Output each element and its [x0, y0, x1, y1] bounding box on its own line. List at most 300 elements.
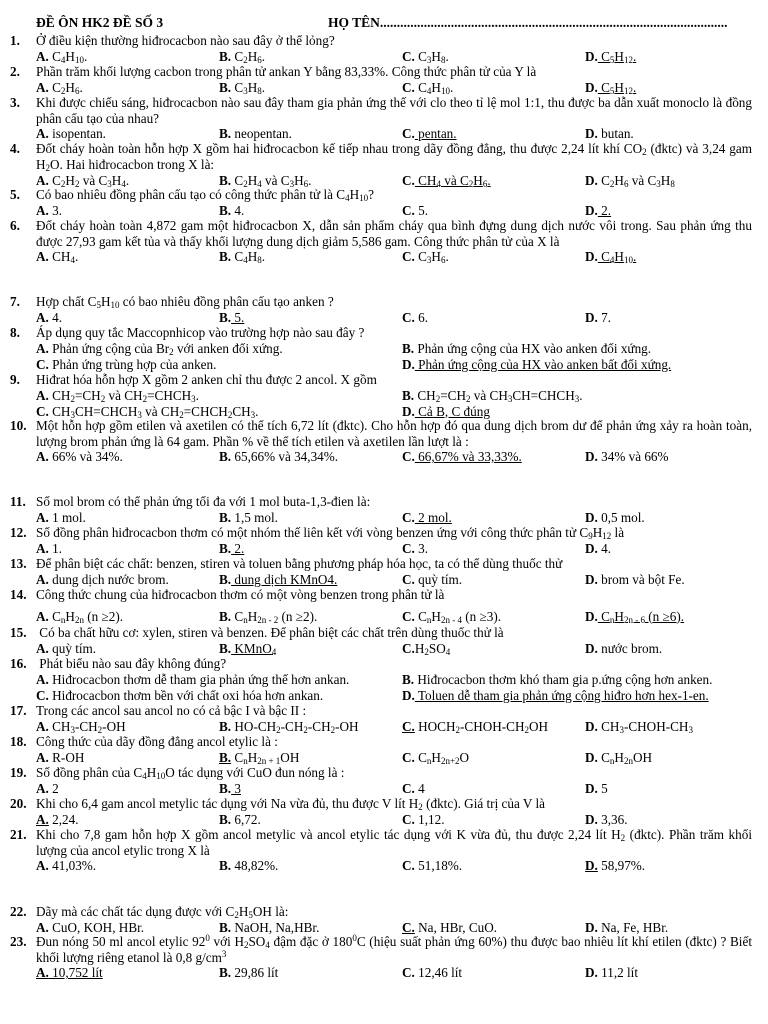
- question-number: 23.: [10, 934, 27, 949]
- option-text: 4: [414, 781, 425, 796]
- answer-row: [36, 965, 752, 981]
- option-text: nước brom.: [597, 641, 663, 656]
- option-letter: B.: [219, 310, 232, 325]
- answer-row: [36, 357, 752, 373]
- option-text: R-OH: [48, 750, 85, 765]
- answer-option-c[interactable]: [402, 609, 501, 625]
- question-stem: Khi được chiếu sáng, hiđrocacbon nào sau đây tham gia phản ứng thế với clo theo tỉ lệ mol 1:1, thu được ba dẫn xuất monoclo là đồng phân cấu tạo của nhau?: [36, 95, 752, 126]
- option-text: $HOCH_2-CHOH-CH_2OH$: [414, 719, 549, 735]
- option-text: $CH_2=CH_2$ và $CH_2=CHCH_3$.: [48, 388, 199, 404]
- option-text: $C_2H_6$.: [231, 49, 266, 65]
- answer-option-d[interactable]: [585, 572, 685, 588]
- answer-option-a[interactable]: [36, 781, 59, 797]
- option-letter: D.: [402, 403, 415, 419]
- option-text: $C_nH_{2n+2}O$: [414, 750, 470, 766]
- answer-row: [36, 510, 752, 526]
- question-stem: Khi cho 6,4 gam ancol metylic tác dụng với Na vừa đủ, thu được V lít $H_2$ (đktc). Giá trị của V là: [36, 796, 545, 812]
- answer-option-c[interactable]: [402, 812, 445, 828]
- answer-option-a[interactable]: [36, 449, 123, 465]
- answer-option-b[interactable]: [219, 750, 299, 766]
- answer-option-a[interactable]: [36, 541, 62, 557]
- answer-option-a[interactable]: [36, 310, 62, 326]
- option-text: 5.: [231, 310, 245, 325]
- question-number: 21.: [10, 827, 27, 842]
- answer-row: [36, 812, 752, 828]
- answer-option-b[interactable]: [219, 126, 292, 142]
- option-letter: D.: [585, 572, 598, 587]
- question-number: 1.: [10, 33, 20, 48]
- option-text: isopentan.: [48, 126, 106, 141]
- option-text: CuO, KOH, HBr.: [48, 920, 145, 935]
- option-text: 11,2 lít: [597, 965, 639, 980]
- answer-option-d[interactable]: [585, 80, 636, 96]
- answer-option-c[interactable]: [402, 310, 428, 326]
- option-letter: A.: [36, 310, 49, 325]
- option-letter: D.: [585, 49, 598, 64]
- option-text: 5.: [414, 203, 429, 218]
- student-name-field: HỌ TÊN.......................................................................................................: [328, 15, 728, 30]
- option-letter: A.: [36, 781, 49, 796]
- answer-option-d[interactable]: [585, 965, 638, 981]
- option-letter: C.: [36, 687, 49, 703]
- option-letter: C.: [402, 541, 415, 556]
- option-letter: D.: [585, 812, 598, 827]
- option-letter: B.: [219, 858, 232, 873]
- question-number: 13.: [10, 556, 27, 571]
- answer-row: [36, 310, 752, 326]
- option-text: 2 mol.: [414, 510, 452, 525]
- answer-option-a[interactable]: [36, 341, 283, 357]
- option-text: $C_2H_6$.: [48, 80, 83, 96]
- answer-option-c[interactable]: [402, 510, 452, 526]
- option-letter: A.: [36, 641, 49, 656]
- question-stem: Số đồng phân hiđrocacbon thơm có một nhóm thế liên kết với vòng benzen ứng với công thức phân tử $C_9H_{12}$ là: [36, 525, 625, 541]
- option-letter: C.: [402, 126, 415, 141]
- answer-option-d[interactable]: [585, 249, 636, 265]
- option-text: $C_5H_{12}$.: [597, 80, 637, 96]
- answer-option-a[interactable]: [36, 858, 96, 874]
- question-number: 4.: [10, 141, 20, 156]
- answer-option-d[interactable]: [585, 609, 684, 625]
- answer-option-b[interactable]: [219, 249, 265, 265]
- option-text: $C_3H_8$.: [231, 80, 266, 96]
- question-number: 7.: [10, 294, 20, 309]
- option-text: 65,66% và 34,34%.: [231, 449, 339, 464]
- option-letter: B.: [219, 541, 232, 556]
- option-letter: B.: [219, 641, 232, 656]
- answer-row: [36, 341, 752, 357]
- answer-option-a[interactable]: [36, 126, 106, 142]
- option-letter: C.: [36, 403, 49, 419]
- answer-option-a[interactable]: [36, 249, 78, 265]
- question-number: 2.: [10, 64, 20, 79]
- option-text: $CH_3-CHOH-CH_3$: [597, 719, 693, 735]
- option-text: $C_4H_{10}$.: [48, 49, 88, 65]
- option-text: 4.: [48, 310, 63, 325]
- answer-option-b[interactable]: [219, 781, 241, 797]
- option-letter: C.: [36, 356, 49, 372]
- option-letter: C.: [402, 310, 415, 325]
- question-number: 11.: [10, 494, 26, 509]
- answer-option-d[interactable]: [585, 510, 645, 526]
- option-letter: B.: [219, 203, 232, 218]
- answer-option-b[interactable]: [402, 388, 583, 404]
- option-letter: B.: [219, 449, 232, 464]
- option-letter: C.: [402, 203, 415, 218]
- option-text: quỳ tím.: [48, 641, 97, 656]
- option-letter: B.: [219, 126, 232, 141]
- answer-option-d[interactable]: [585, 719, 693, 735]
- option-letter: A.: [36, 449, 49, 464]
- answer-option-c[interactable]: [402, 449, 522, 465]
- option-text: 34% và 66%: [597, 449, 669, 464]
- answer-row: [36, 688, 752, 704]
- option-text: 51,18%.: [414, 858, 463, 873]
- option-text: 58,97%.: [597, 858, 646, 873]
- option-text: $C_nH_{2n + 1}OH$: [231, 750, 300, 766]
- answer-option-d[interactable]: [402, 688, 709, 704]
- question-stem: Khi cho 7,8 gam hỗn hợp X gồm ancol metylic và ancol etylic tác dụng với K vừa đủ, thu được 2,24 lít $H_2$ (đktc). Phần trăm khối lượng của ancol etylic trong X là: [36, 827, 752, 858]
- answer-row: [36, 572, 752, 588]
- option-letter: C.: [402, 173, 415, 188]
- answer-row: [36, 609, 752, 625]
- question-stem: Công thức của dãy đồng đẳng ancol etylic là :: [36, 734, 278, 749]
- option-text: 3: [231, 781, 241, 796]
- option-letter: D.: [585, 920, 598, 935]
- answer-row: [36, 541, 752, 557]
- option-text: $HO-CH_2-CH_2-CH_2-OH$: [231, 719, 359, 735]
- option-letter: A.: [36, 388, 49, 403]
- option-text: $CH_2=CH_2$ và $CH_3CH=CHCH_3$.: [414, 388, 583, 404]
- answer-option-c[interactable]: [402, 541, 428, 557]
- option-letter: B.: [219, 965, 232, 980]
- option-text: Phản ứng cộng của HX vào anken bất đối xứng.: [414, 356, 672, 372]
- answer-option-d[interactable]: [585, 49, 636, 65]
- option-text: $C_4H_{10}$.: [597, 249, 637, 265]
- option-text: 2.: [231, 541, 245, 556]
- question-stem: Một hỗn hợp gồm etilen và axetilen có thể tích 6,72 lít (đktc). Cho hỗn hợp đó qua dung dịch brom dư để phản ứng xảy ra hoàn toàn, lượng brom phản ứng là 64 gam. Phần % về thể tích etilen và axetilen lần lượt là :: [36, 418, 752, 449]
- option-letter: C.: [402, 719, 415, 734]
- option-letter: C.: [402, 858, 415, 873]
- option-text: Hiđrocacbon thơm khó tham gia p.ứng cộng hơn anken.: [414, 672, 713, 687]
- option-text: $CH_4$ và $C_2H_6$.: [414, 173, 491, 189]
- answer-option-b[interactable]: [402, 672, 712, 688]
- option-letter: A.: [36, 965, 49, 980]
- option-letter: B.: [402, 341, 415, 356]
- answer-option-a[interactable]: [36, 719, 126, 735]
- answer-option-b[interactable]: [219, 609, 317, 625]
- option-letter: A.: [36, 173, 49, 188]
- question-stem: Để phân biệt các chất: benzen, stiren và toluen bằng phương pháp hóa học, ta có thể dùng thuốc thử: [36, 556, 563, 571]
- option-letter: B.: [219, 781, 232, 796]
- answer-row: [36, 49, 752, 65]
- option-text: 66,67% và 33,33%.: [414, 449, 522, 464]
- option-letter: B.: [219, 920, 232, 935]
- answer-option-b[interactable]: [219, 719, 359, 735]
- option-text: $C_nH_{2n - 2}$ (n ≥2).: [231, 608, 318, 625]
- option-letter: A.: [36, 510, 49, 525]
- option-text: 4.: [597, 541, 612, 556]
- answer-option-c[interactable]: [402, 781, 425, 797]
- option-text: 1.: [48, 541, 63, 556]
- option-letter: D.: [585, 641, 598, 656]
- answer-option-b[interactable]: [219, 965, 278, 981]
- option-text: 2: [48, 781, 59, 796]
- answer-row: [36, 388, 752, 404]
- answer-option-a[interactable]: [36, 572, 169, 588]
- answer-option-c[interactable]: [402, 49, 449, 65]
- option-letter: D.: [402, 356, 415, 372]
- answer-option-c[interactable]: [402, 641, 450, 657]
- answer-option-a[interactable]: [36, 672, 349, 688]
- answer-option-c[interactable]: [402, 249, 449, 265]
- option-letter: B.: [219, 80, 232, 95]
- answer-option-d[interactable]: [585, 812, 628, 828]
- option-letter: C.: [402, 449, 415, 464]
- option-letter: B.: [219, 608, 232, 624]
- answer-option-a[interactable]: [36, 965, 103, 981]
- option-letter: B.: [219, 812, 232, 827]
- option-letter: A.: [36, 812, 49, 827]
- question-stem: Đốt cháy hoàn toàn hỗn hợp X gồm hai hiđrocacbon kế tiếp nhau trong dãy đồng đẳng, thu được 2,24 lít khí $CO_2$ (đktc) và 3,24 gam $H_2O$. Hai hiđrocacbon trong X là:: [36, 141, 752, 173]
- option-text: 2,24.: [48, 812, 79, 827]
- option-text: quỳ tím.: [414, 572, 463, 587]
- option-letter: A.: [36, 750, 49, 765]
- answer-option-c[interactable]: [402, 858, 462, 874]
- answer-option-d[interactable]: [585, 449, 669, 465]
- option-letter: C.: [402, 965, 415, 980]
- option-letter: B.: [219, 510, 232, 525]
- option-text: $C_2H_6$ và $C_3H_8$: [597, 173, 675, 189]
- answer-option-b[interactable]: [219, 49, 265, 65]
- option-text: $C_nH_{2n}$ (n ≥2).: [48, 608, 124, 625]
- question-number: 6.: [10, 218, 20, 233]
- answer-option-c[interactable]: [402, 126, 457, 142]
- answer-row: [36, 249, 752, 265]
- option-letter: A.: [36, 719, 49, 734]
- option-letter: B.: [402, 672, 415, 687]
- option-text: $C_3H_8$.: [414, 49, 449, 65]
- option-text: 6,72.: [231, 812, 261, 827]
- option-letter: D.: [585, 719, 598, 734]
- answer-option-c[interactable]: [36, 357, 216, 373]
- answer-option-b[interactable]: [219, 449, 338, 465]
- answer-option-b[interactable]: [402, 341, 651, 357]
- option-letter: C.: [402, 49, 415, 64]
- option-text: Toluen dễ tham gia phản ứng cộng hiđro hơn hex-1-en.: [414, 687, 709, 703]
- answer-option-c[interactable]: [36, 688, 323, 704]
- answer-option-a[interactable]: [36, 609, 123, 625]
- answer-option-b[interactable]: [219, 641, 276, 657]
- option-letter: A.: [36, 572, 49, 587]
- question-number: 14.: [10, 587, 27, 602]
- answer-option-a[interactable]: [36, 641, 96, 657]
- answer-option-d[interactable]: [402, 357, 671, 373]
- option-letter: D.: [585, 249, 598, 264]
- option-text: $CH_3-CH_2-OH$: [48, 719, 126, 735]
- option-text: brom và bột Fe.: [597, 572, 685, 587]
- option-text: 5: [597, 781, 608, 796]
- answer-option-b[interactable]: [219, 80, 265, 96]
- option-letter: C.: [402, 781, 415, 796]
- option-letter: A.: [36, 203, 49, 218]
- option-text: $C_5H_{12}$.: [597, 49, 637, 65]
- option-letter: D.: [585, 965, 598, 980]
- option-letter: A.: [36, 672, 49, 687]
- answer-option-d[interactable]: [585, 858, 645, 874]
- option-text: $CH_4$.: [48, 249, 79, 265]
- option-letter: D.: [402, 687, 415, 703]
- answer-option-c[interactable]: [402, 572, 462, 588]
- answer-option-c[interactable]: [36, 404, 258, 420]
- option-letter: A.: [36, 249, 49, 264]
- option-letter: C.: [402, 249, 415, 264]
- option-text: Hiđrocacbon thơm dễ tham gia phản ứng thế hơn ankan.: [48, 672, 350, 687]
- option-text: $C_nH_{2n - 6}$ (n ≥6).: [597, 608, 685, 625]
- answer-row: [36, 449, 752, 465]
- option-text: 1 mol.: [48, 510, 86, 525]
- answer-option-a[interactable]: [36, 388, 199, 404]
- answer-option-b[interactable]: [219, 310, 244, 326]
- question-stem: Có bao nhiêu đồng phân cấu tạo có công thức phân tử là $C_4H_{10}$?: [36, 187, 374, 203]
- option-letter: B.: [219, 719, 232, 734]
- option-text: Na, Fe, HBr.: [597, 920, 669, 935]
- answer-row: [36, 203, 752, 219]
- answer-option-b[interactable]: [219, 858, 278, 874]
- option-letter: A.: [36, 858, 49, 873]
- option-text: KMnO$_4$: [231, 641, 277, 657]
- answer-option-d[interactable]: [585, 203, 611, 219]
- answer-option-d[interactable]: [585, 641, 662, 657]
- option-letter: D.: [585, 449, 598, 464]
- answer-option-c[interactable]: [402, 965, 462, 981]
- option-text: 1,12.: [414, 812, 445, 827]
- option-text: $H_2SO_4$: [414, 641, 451, 657]
- answer-option-d[interactable]: [585, 126, 634, 142]
- option-letter: D.: [585, 203, 598, 218]
- answer-option-d[interactable]: [585, 541, 611, 557]
- answer-option-b[interactable]: [219, 541, 244, 557]
- option-letter: D.: [585, 126, 598, 141]
- option-text: $CH_3CH=CHCH_3$ và $CH_2=CHCH_2CH_3$.: [48, 403, 259, 420]
- answer-option-a[interactable]: [36, 49, 87, 65]
- option-text: NaOH, Na,HBr.: [231, 920, 320, 935]
- answer-option-c[interactable]: [402, 750, 469, 766]
- answer-option-c[interactable]: [402, 203, 428, 219]
- option-letter: B.: [219, 750, 232, 765]
- answer-option-b[interactable]: [219, 572, 337, 588]
- answer-option-a[interactable]: [36, 812, 79, 828]
- question-stem: Đun nóng 50 ml ancol etylic $92^0$ với $H_2SO_4$ đậm đặc ở $180^0C$ (hiệu suất phản ứng 60%) thu được bao nhiêu lít khí etilen (đktc) ? Biết khối lượng riêng etanol là 0,8 $g/cm^3$: [36, 933, 752, 965]
- question-stem: Số đồng phân của $C_4H_{10}O$ tác dụng với CuO đun nóng là :: [36, 765, 345, 781]
- answer-option-a[interactable]: [36, 510, 86, 526]
- answer-option-a[interactable]: [36, 203, 62, 219]
- option-text: Cả B, C đúng: [414, 403, 490, 419]
- option-letter: B.: [219, 173, 232, 188]
- option-text: 29,86 lít: [231, 965, 279, 980]
- question-number: 9.: [10, 372, 20, 387]
- question-number: 5.: [10, 187, 20, 202]
- exam-header: [36, 15, 752, 32]
- option-letter: A.: [36, 541, 49, 556]
- option-text: 0,5 mol.: [597, 510, 645, 525]
- option-text: $C_3H_6$.: [414, 249, 449, 265]
- option-text: 41,03%.: [48, 858, 97, 873]
- option-letter: A.: [36, 80, 49, 95]
- question-number: 10.: [10, 418, 27, 433]
- option-letter: C.: [402, 920, 415, 935]
- option-text: Phản ứng cộng của $Br_2$ với anken đối xứng.: [48, 341, 283, 357]
- answer-row: [36, 672, 752, 688]
- question-number: 17.: [10, 703, 27, 718]
- question-stem: Phát biểu nào sau đây không đúng?: [36, 656, 227, 671]
- option-text: 3.: [414, 541, 429, 556]
- option-letter: B.: [219, 572, 232, 587]
- answer-option-b[interactable]: [219, 510, 278, 526]
- option-text: Phản ứng trùng hợp của anken.: [48, 356, 217, 372]
- question-stem: Phần trăm khối lượng cacbon trong phân tử ankan Y bằng 83,33%. Công thức phân tử của Y là: [36, 64, 537, 79]
- option-letter: A.: [36, 49, 49, 64]
- answer-option-d[interactable]: [585, 781, 608, 797]
- question-number: 18.: [10, 734, 27, 749]
- option-text: Hiđrocacbon thơm bền với chất oxi hóa hơn ankan.: [48, 687, 324, 703]
- option-letter: A.: [36, 126, 49, 141]
- answer-option-a[interactable]: [36, 750, 84, 766]
- answer-row: [36, 80, 752, 96]
- question-stem: Có ba chất hữu cơ: xylen, stiren và benzen. Để phân biệt các chất trên dùng thuốc thử là: [36, 625, 504, 640]
- option-text: 3.: [48, 203, 63, 218]
- option-letter: D.: [585, 858, 598, 873]
- question-stem: Đốt cháy hoàn toàn 4,872 gam một hiđrocacbon X, dẫn sản phẩm cháy qua bình đựng dung dịch nước vôi trong. Sau phản ứng thu được 27,93 gam kết tủa và thấy khối lượng dung dịch giảm 5,586 gam. Công thức phân tử của X là: [36, 218, 752, 249]
- option-text: Na, HBr, CuO.: [414, 920, 498, 935]
- answer-option-d[interactable]: [585, 750, 652, 766]
- option-letter: D.: [585, 541, 598, 556]
- option-letter: A.: [36, 920, 49, 935]
- option-letter: D.: [585, 80, 598, 95]
- answer-option-a[interactable]: [36, 80, 83, 96]
- question-number: 15.: [10, 625, 27, 640]
- answer-option-b[interactable]: [219, 812, 261, 828]
- option-letter: A.: [36, 608, 49, 624]
- answer-row: [36, 750, 752, 766]
- option-text: 1,5 mol.: [231, 510, 278, 525]
- option-letter: C.: [402, 608, 415, 624]
- exam-title: ĐỀ ÔN HK2 ĐỀ SỐ 3: [36, 15, 164, 30]
- answer-option-d[interactable]: [402, 404, 490, 420]
- option-letter: C.: [402, 641, 415, 656]
- option-text: dung dịch nước brom.: [48, 572, 169, 587]
- question-stem: Hợp chất $C_5H_{10}$ có bao nhiêu đồng phân cấu tạo anken ?: [36, 294, 334, 310]
- question-number: 16.: [10, 656, 27, 671]
- option-text: $C_2H_2$ và $C_3H_4$.: [48, 173, 130, 189]
- answer-option-c[interactable]: [402, 80, 453, 96]
- option-letter: C.: [402, 812, 415, 827]
- option-text: dung dịch KMnO4.: [231, 572, 338, 587]
- answer-row: [36, 781, 752, 797]
- option-text: 4.: [231, 203, 245, 218]
- option-letter: C.: [402, 80, 415, 95]
- question-stem: Trong các ancol sau ancol no có cả bậc I và bậc II :: [36, 703, 307, 718]
- option-text: 10,752 lít: [48, 965, 103, 980]
- option-text: 2.: [597, 203, 612, 218]
- answer-option-d[interactable]: [585, 310, 611, 326]
- answer-option-c[interactable]: [402, 719, 548, 735]
- answer-row: [36, 719, 752, 735]
- option-letter: C.: [402, 750, 415, 765]
- answer-option-b[interactable]: [219, 203, 244, 219]
- option-text: $C_nH_{2n}OH$: [597, 750, 653, 766]
- option-text: 12,46 lít: [414, 965, 463, 980]
